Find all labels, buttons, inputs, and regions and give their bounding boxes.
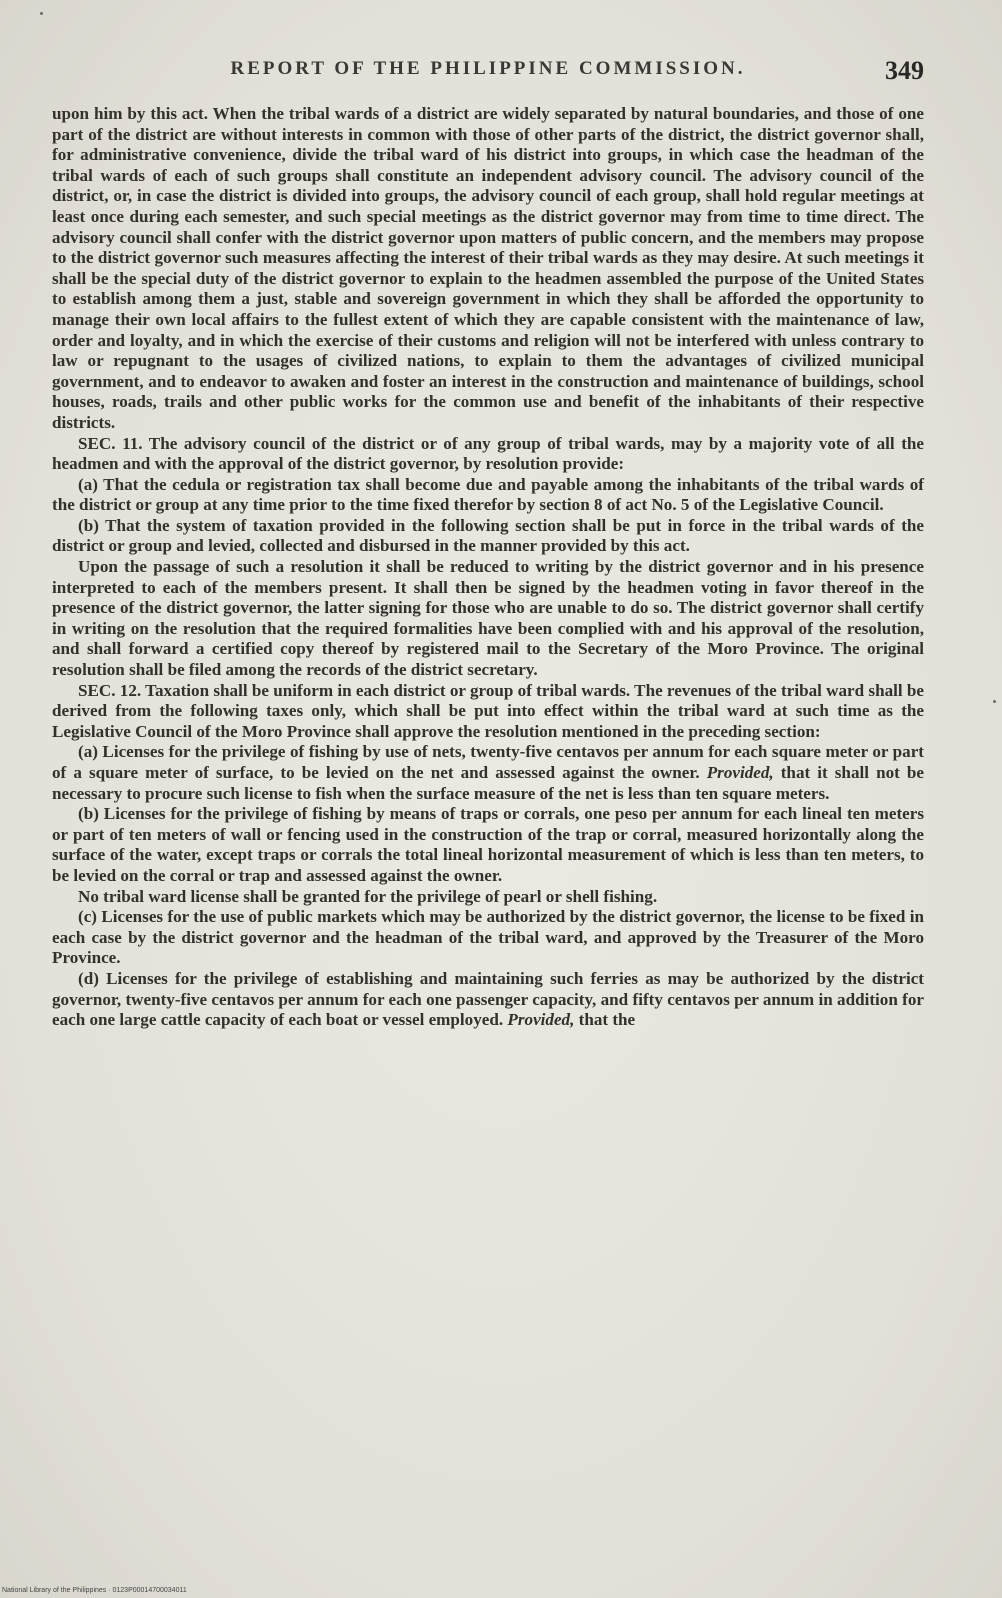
paragraph-continuation: upon him by this act. When the tribal wards of a district are widely separated by natural boundaries, and those of one part of the district are without interests in common with those of other parts of the district, the district governor shall, for administrative convenience, divide the tribal ward of his district into groups, in which case the headman of the tribal wards of each of such groups shall constitute an independent advisory council. The advisory council of the district, or, in case the district is divided into groups, the advisory council of each group, shall hold regular meetings at least once during each semester, and such special meetings as the district governor may from time to time direct. The advisory council shall confer with the district governor upon matters of public concern, and the members may propose to the district governor such measures affecting the interest of their tribal wards as they may desire. At such meetings it shall be the special duty of the district governor to explain to the headmen assembled the purpose of the United States to establish among them a just, stable and sovereign government in which they shall be afforded the opportunity to manage their own local affairs to the fullest extent of which they are capable consistent with the maintenance of law, order and loyalty, and in which the exercise of their customs and religion will not be interfered with unless contrary to law or repugnant to the usages of civilized nations, to explain to them the advantages of civilized municipal government, and to endeavor to awaken and foster an interest in the construction and maintenance of buildings, school houses, roads, trails and other public works for the common use and benefit of the inhabitants of their respective districts. [52,104,924,432]
running-head: REPORT OF THE PHILIPPINE COMMISSION. [230,58,746,79]
paragraph-resolution: Upon the passage of such a resolution it shall be reduced to writing by the district governor and in his presence interpreted to each of the members present. It shall then be signed by the headmen voting in favor thereof in the presence of the district governor, the latter signing for those who are unable to do so. The district governor shall certify in writing on the resolution that the required formalities have been complied with and his approval of the resolution, and shall forward a certified copy thereof by registered mail to the Secretary of the Moro Province. The original resolution shall be filed among the records of the district secretary. [52,557,924,680]
paragraph-12-b: (b) Licenses for the privilege of fishing by means of traps or corrals, one peso per annum for each lineal ten meters or part of ten meters of wall or fencing used in the construction of the trap or corral, measured horizontally along the surface of the water, except traps or corrals the total lineal horizontal measurement of which is less than ten meters, to be levied on the corral or trap and assessed against the owner. [52,804,924,885]
scan-speck [40,12,43,15]
scan-footer: National Library of the Philippines · 0123P00014700034011 [2,1587,187,1594]
page-header [52,58,924,92]
paragraph-section-11: SEC. 11. The advisory council of the district or of any group of tribal wards, may by a majority vote of all the headmen and with the approval of the district governor, by resolution provide: [52,433,924,474]
paragraph-12-c: (c) Licenses for the use of public markets which may be authorized by the district governor, the license to be fixed in each case by the district governor and the headman of the tribal ward, and approved by the Treasurer of the Moro Province. [52,907,924,968]
paragraph-11-a: (a) That the cedula or registration tax shall become due and payable among the inhabitants of the tribal wards of the district or group at any time prior to the time fixed therefor by section 8 of act No. 5 of the Legislative Council. [52,474,924,515]
scan-speck [993,700,996,703]
paragraph-pearl-fishing: No tribal ward license shall be granted for the privilege of pearl or shell fishing. [78,886,658,906]
paragraph-12-d: (d) Licenses for the privilege of establishing and maintaining such ferries as may be authorized by the district governor, twenty-five centavos per annum for each one passenger capacity, and fifty centavos per annum in addition for each one large cattle capacity of each boat or vessel employed. Provided, that the [52,968,924,1030]
paragraph-section-12: SEC. 12. Taxation shall be uniform in each district or group of tribal wards. The revenues of the tribal ward shall be derived from the following taxes only, which shall be put into effect within the tribal ward at such time as the Legislative Council of the Moro Province shall approve the resolution mentioned in the preceding section: [52,680,924,741]
body-text [52,104,924,1031]
paragraph-11-b: (b) That the system of taxation provided in the following section shall be put in force in the tribal wards of the district or group and levied, collected and disbursed in the manner provided by this act. [52,515,924,556]
paragraph-12-a: (a) Licenses for the privilege of fishing by use of nets, twenty-five centavos per annum for each square meter or part of a square meter of surface, to be levied on the net and assessed against the owner. Provided, that it shall not be necessary to procure such license to fish when the surface measure of the net is less than ten square meters. [52,742,924,803]
page-number: 349 [885,56,924,85]
